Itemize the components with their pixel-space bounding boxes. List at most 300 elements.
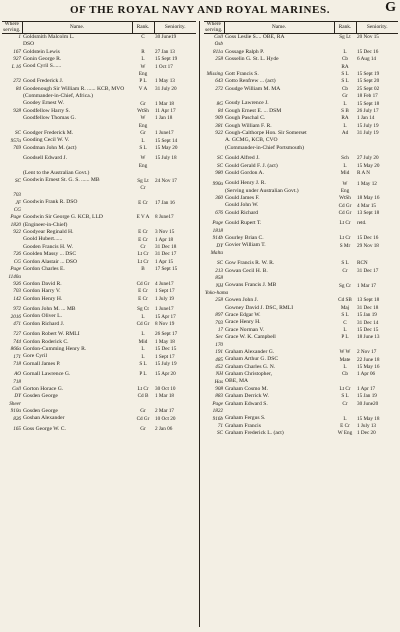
table-row [204,49,398,56]
table-row [204,297,398,304]
cell-seniority: RCN [357,260,368,267]
column-divider [199,21,200,627]
cell-where-serving: 17 [217,326,223,333]
cell-seniority: 15 Dec 16 [357,48,379,55]
table-row [2,115,196,122]
cell-rank: Mid [340,170,350,177]
cell-rank: S L [341,393,349,400]
cell-rank: L [141,137,145,144]
cell-name: Graham Frederick L. (act) [225,430,284,437]
cell-where-serving: SC [216,162,223,169]
table-row [2,288,196,295]
cell-seniority: 8 June17 [155,214,174,221]
cell-seniority: 15 Jan 19 [357,393,377,400]
table-row [204,101,398,108]
table-row [204,93,398,100]
cell-where-serving: 71 [217,423,223,430]
table-row [2,274,196,281]
cell-seniority: 15 Sept 14 [155,137,178,144]
cell-where-serving: 676 [215,210,223,217]
cell-name [224,342,334,349]
cell-seniority: 22 June 18 [357,356,380,363]
table-row [204,188,398,195]
table-row [2,170,196,177]
cell-seniority [356,64,398,71]
cell-name: Gotto Renfrew ... (act) [225,78,276,85]
cell-name: Gowans Francis J. MB [225,282,277,289]
left-table-body [2,34,196,434]
cell-where-serving: 1820 [10,221,21,228]
cell-rank [334,145,356,152]
cell-name: Gordon Harry V. [23,288,61,295]
table-row [2,34,196,42]
table-row [204,408,398,415]
cell-rank: L [343,415,347,422]
cell-seniority: 27 Jan 13 [155,48,175,55]
cell-seniority: 15 Sept 18 [357,100,380,107]
cell-name: Graham Charles G. N. [225,363,276,370]
cell-seniority: 1 Mar 17 [357,282,377,289]
cell-where-serving: 272 [215,85,223,92]
cell-rank: S Mr [339,242,351,249]
cell-seniority [356,250,398,257]
cell-rank: Cd SB [338,297,352,304]
cell-name [224,290,334,297]
table-row [204,235,398,242]
cell-name: Goodenough Sir William R. ...... KCB, MVO [23,85,125,92]
cell-seniority: 10 Oct 20 [155,415,176,422]
table-row [2,49,196,56]
cell-name: Graham Edward S. [225,400,268,407]
table-row [2,185,196,192]
table-row [2,393,196,400]
cell-rank: B [141,266,145,273]
cell-name: Gosden George [23,408,58,415]
table-row [204,155,398,162]
cell-where-serving: Coll [214,34,223,41]
cell-seniority [356,145,398,152]
cell-where-serving: 897 [215,312,223,319]
cell-where-serving: 258 [215,297,223,304]
cell-where-serving: 858 [215,275,223,282]
cell-where-serving: AO [14,371,21,378]
cell-seniority: 15 July 18 [155,155,177,162]
cell-name: Grace W. K. Campbell [225,334,276,341]
cell-name: Gosden George [23,393,58,400]
cell-where-serving: 927 [13,56,21,63]
cell-where-serving [204,137,224,144]
cell-rank: Cd Gr [136,280,150,287]
table-row [2,78,196,85]
cell-where-serving: Yoko-hama [205,289,229,296]
cell-seniority: 1 May 13 [155,78,175,85]
cell-rank: RA [341,115,349,122]
cell-where-serving: 1 [18,34,21,41]
table-row [2,71,196,78]
cell-name: Goodger Frederick M. [23,129,74,136]
cell-seniority: 26 Sept 17 [155,331,178,338]
table-row [204,137,398,144]
col-header-seniority: Seniority. [154,22,196,34]
cell-rank: S L [341,78,349,85]
cell-name: Goudy Lawrence J. [225,100,269,107]
cell-rank: P L [341,334,349,341]
cell-name: Goodfellow Harry S. [23,107,71,114]
cell-seniority: 1 Apr 15 [155,258,174,265]
cell-where-serving [204,145,224,152]
cell-name: Gow Francis R. W. R. [225,260,275,267]
cell-seniority: 15 Sept 20 [357,78,380,85]
cell-seniority [154,170,196,177]
cell-seniority: 24 Nov 17 [155,177,177,184]
cell-seniority [356,408,398,415]
cell-where-serving: 381 [215,122,223,129]
cell-rank: Eng [138,162,148,169]
cell-seniority: 15 July 19 [357,122,379,129]
table-row [204,319,398,326]
cell-where-serving: Page [212,220,223,227]
cell-rank: Gr [140,426,146,433]
table-row [204,386,398,393]
cell-name: (Commander-in-Chief, Africa.) [23,93,93,100]
cell-where-serving: Sec [215,334,223,341]
cell-seniority: 31 July 19 [357,130,379,137]
cell-name: Gorton Horace G. [23,385,64,392]
cell-where-serving: NH [215,282,223,289]
cell-rank [132,93,154,100]
cell-name: Gowen John J. [225,297,259,304]
cell-seniority: 15 Apr 20 [155,371,176,378]
cell-where-serving: 471 [13,320,21,327]
table-row [204,170,398,177]
cell-name: Gould Gerald F. J. (act) [225,162,278,169]
cell-rank: E V A [136,214,150,221]
cell-where-serving: Page [212,400,223,407]
cell-rank [334,250,356,257]
cell-name: Gould Henry J. R. [225,180,266,187]
table-row [204,130,398,137]
cell-where-serving: 914b [212,235,223,242]
cell-seniority [154,192,196,199]
table-row [2,408,196,415]
table-row [204,243,398,250]
cell-rank: Cr [342,267,348,274]
cell-rank: L [343,122,347,129]
cell-where-serving [204,305,224,312]
cell-seniority [154,274,196,281]
cell-name: Goodyear Reginald H. [23,229,74,236]
cell-seniority: 1 Mar 18 [155,100,175,107]
cell-where-serving [2,170,22,177]
table-row [2,259,196,266]
table-row [2,101,196,108]
cell-seniority [356,41,398,48]
cell-rank: Eng [138,71,148,78]
cell-seniority: 27 July 20 [357,155,379,162]
cell-name [224,93,334,100]
cell-rank [132,192,154,199]
cell-seniority: 4 June17 [155,280,174,287]
left-column [2,21,196,627]
cell-where-serving: Page [10,214,21,221]
cell-where-serving: Missing [206,71,223,78]
cell-rank: Cr [140,244,146,251]
table-row [2,93,196,100]
cell-name: Gordon-Cumming Henry R. [23,345,87,352]
cell-rank: L [141,346,145,353]
table-row [204,327,398,334]
cell-where-serving [2,244,22,251]
cell-seniority: 4 Mar 15 [357,202,377,209]
cell-seniority [356,228,398,235]
cell-name: Gore Cyril [23,353,48,360]
cell-rank: WtSh [137,108,149,114]
cell-where-serving [2,71,22,78]
cell-rank: W [140,115,146,122]
cell-name: Grace Henry H. [225,319,261,326]
cell-name: Gordon Roderick C. [23,338,69,345]
cell-seniority: 3 Nov 15 [155,229,175,236]
cell-where-serving: 1822 [212,408,223,415]
table-row [2,371,196,378]
cell-where-serving: SC [216,155,223,162]
right-table [204,21,398,438]
cell-seniority: 15 Dec 16 [357,235,379,242]
cell-rank: L [141,331,145,338]
cell-name [22,192,132,199]
cell-rank: Cd Gr [136,320,150,327]
cell-seniority: 31 Dec 17 [155,251,177,258]
cell-seniority: 31 Dec 17 [357,267,379,274]
table-row [204,401,398,408]
cell-where-serving: 452 [215,363,223,370]
cell-seniority: 1 Jan 14 [357,115,375,122]
table-row [204,64,398,71]
cell-rank: E Cr [138,199,148,206]
cell-name: Gould Rupert T. [225,220,262,227]
cell-rank [334,228,356,235]
cell-name [224,64,334,71]
col-header-name: Name. [22,22,132,34]
cell-name: Gordon Oliver L. [23,313,62,320]
cell-rank [334,275,356,282]
cell-rank: Gr [342,93,348,100]
cell-rank: Gr [140,130,146,137]
cell-rank: Gr [140,408,146,415]
cell-where-serving: 142 [13,295,21,302]
cell-seniority: 1 June17 [155,130,174,137]
page-title: OF THE ROYAL NAVY AND ROYAL MARINES. [69,4,331,16]
cell-name: Gough William F. R. [225,122,272,129]
cell-rank [132,401,154,408]
cell-seniority: 13 Sept 18 [357,297,380,304]
cell-name: Gordon Charles E. [23,266,65,272]
cell-name: Gosselin G. St. L. Hyde [225,56,279,63]
cell-where-serving: 167 [13,48,21,55]
right-table-header [204,22,398,34]
col-header-where-serving: Where serving. [3,21,21,33]
table-row [204,123,398,130]
cell-where-serving: 213 [215,267,223,274]
table-row [2,353,196,360]
cell-name: Gough Ernest E. ... DSM [225,107,282,114]
table-row [2,281,196,288]
cell-seniority: 1 Apr 17 [357,386,376,393]
cell-name: Gordon Richard J. [23,320,65,327]
cell-seniority [154,207,196,214]
cell-rank: Gr [140,100,146,107]
cell-name [224,250,334,257]
cell-rank [334,137,356,144]
cell-where-serving: 258 [215,56,223,63]
cell-seniority [356,275,398,282]
cell-rank: Sg Cr [339,282,351,289]
cell-rank [334,408,356,415]
cell-name: Gordon David R. [23,280,62,287]
page-header [0,0,400,20]
cell-rank: E Cr [138,295,148,302]
cell-name [224,275,334,282]
cell-seniority [356,188,398,195]
cell-seniority: 18 June 13 [357,334,380,341]
cell-where-serving: 485 [215,356,223,363]
cell-name: Goss Leslie S.... OBE, RA [225,33,285,40]
cell-seniority: 13 Sept 18 [357,210,380,217]
cell-name: Gough Paschal C. [225,115,266,122]
left-table [2,21,196,433]
table-row [2,137,196,144]
cell-where-serving: CG [13,207,21,214]
table-row [204,220,398,227]
cell-rank: W [140,63,146,70]
cell-name: Good Frederick J. [23,78,64,85]
cell-rank: Sg Lt [339,34,351,41]
cell-where-serving: 922 [13,229,21,236]
cell-seniority: 1 Jan 18 [155,115,173,122]
cell-rank: L [141,313,145,320]
cell-seniority: 26 July 17 [357,108,379,114]
cell-name: Gott Francis S. [225,70,259,77]
table-row [204,371,398,378]
cell-name: Gough-Calthorpe Hon. Sir Somerset [225,129,307,136]
cell-name: Goodwin Frank R. DSO [23,199,78,206]
cell-seniority: 18 May 16 [357,195,380,202]
table-row [204,260,398,267]
cell-seniority [356,342,398,349]
cell-name: Goldsmith Malcolm L. [23,33,75,40]
table-row [2,401,196,408]
cell-name: Graham Fergus S. [225,415,266,422]
cell-rank: Maj [340,304,350,311]
cell-rank: L [141,353,145,360]
cell-name: (Serving under Australian Govt.) [225,187,299,194]
cell-name: Graham Derrick W. [225,393,269,400]
cell-rank: Lt Cr [137,251,149,258]
cell-seniority: 15 May 20 [357,162,380,169]
table-row [2,313,196,320]
cell-rank: WtSh [339,195,351,202]
table-row [204,290,398,297]
cell-rank [132,207,154,214]
cell-seniority: 15 Jan 19 [357,312,377,319]
cell-where-serving: 972 [13,306,21,313]
cell-name: Goss George W. C. [23,425,66,432]
cell-rank: Sg Ct [137,306,149,313]
table-row [2,145,196,152]
cell-rank [132,379,154,386]
cell-seniority: retd. [357,220,367,227]
table-row [204,108,398,115]
cell-seniority: 8 Nov 19 [155,320,175,327]
cell-seniority [154,41,196,48]
cell-where-serving: NH [215,371,223,378]
cell-name: Goodwin Ernest St. G. S. ...... MB [23,177,100,184]
cell-name: Goldstein Lewis [23,48,60,55]
cell-name: Gordon Alastair ... DSO [23,258,78,265]
cell-where-serving: 926 [13,280,21,287]
cell-rank: Cb [341,371,349,378]
cell-seniority: 1 Sept 17 [155,353,175,360]
col-header-where-serving: Where serving. [205,21,223,33]
cell-where-serving: 883 [215,393,223,400]
cell-seniority: 25 Sept 02 [357,85,380,92]
cell-rank [132,274,154,281]
cell-name [22,207,132,214]
table-row [204,34,398,42]
cell-name: Goodey Ernest W. [23,100,64,107]
cell-where-serving: 769 [13,144,21,151]
cell-rank: Eng [340,187,350,194]
cell-name: Goold Hubert...... [23,236,63,243]
cell-rank: L [343,326,347,333]
cell-name: Gooden Francis H. W. [23,243,73,250]
cell-seniority: 31 Dec 18 [155,244,177,251]
cell-rank: Lt Cr [339,235,351,242]
cell-name [22,71,132,78]
table-row [204,41,398,48]
cell-name: Gornall James P. [23,360,61,367]
cell-name: Gooding Cecil W. V. [23,137,70,144]
cell-name: Gowan Cecil H. B. [225,267,268,274]
cell-rank: P L [139,371,147,378]
cell-rank: E Cr [138,229,148,236]
cell-seniority: 30 June20 [357,400,379,407]
cell-rank: S L [341,260,349,267]
table-row [2,237,196,244]
cell-rank: W W [339,349,351,356]
table-row [2,321,196,328]
cell-rank: Sch [341,155,349,162]
cell-name: Graham Cosmo M. [225,385,269,392]
cell-where-serving: 165 [13,426,21,433]
cell-name: DSO [23,41,35,48]
cell-rank: Cb [341,56,349,63]
cell-seniority: 2 Nov 17 [357,349,377,356]
cell-name: Gossage Ralph P. [225,48,264,55]
cell-where-serving: SC [216,430,223,437]
table-row [2,123,196,130]
cell-name [22,123,132,130]
cell-where-serving: 866a [10,346,21,353]
cell-name: Graham Christopher, [225,371,273,378]
cell-where-serving: 84 [15,85,21,92]
cell-seniority [356,290,398,297]
cell-seniority: 1 May 12 [357,180,377,187]
table-row [204,364,398,371]
cell-where-serving: 643 [215,78,223,85]
section-letter: G [385,0,396,15]
cell-rank [132,222,154,229]
